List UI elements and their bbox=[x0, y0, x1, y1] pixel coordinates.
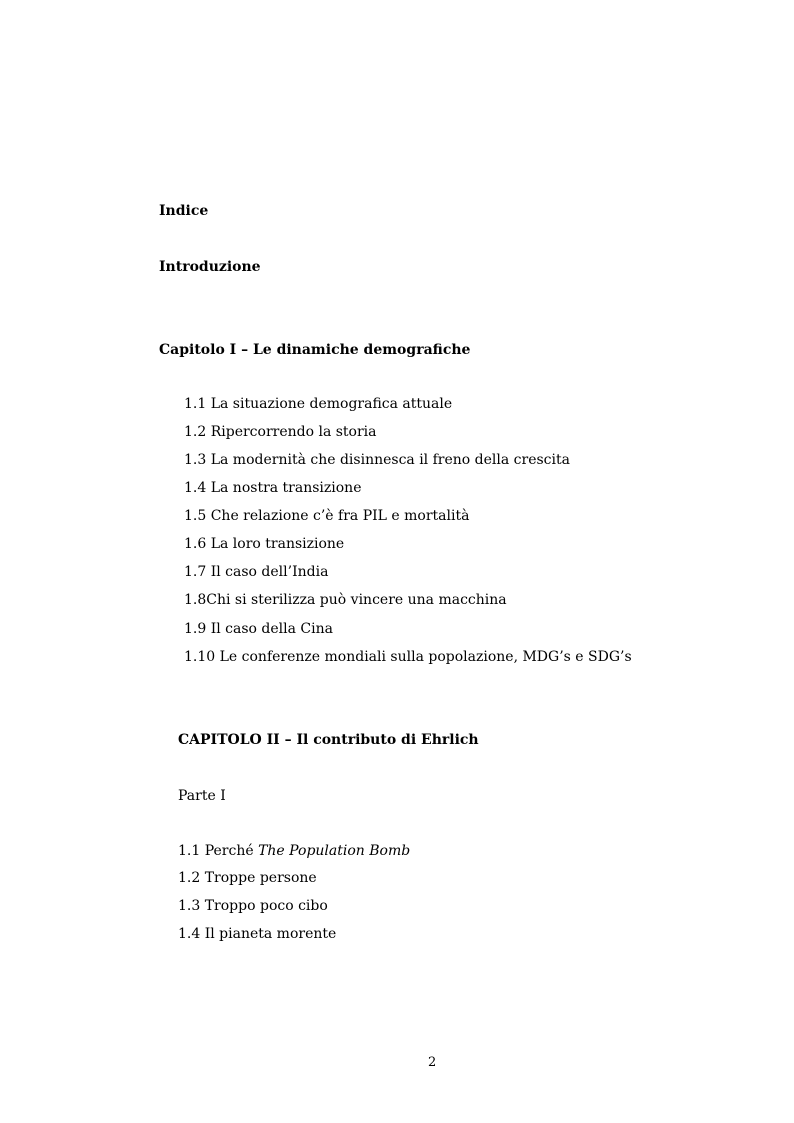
introduction-heading: Introduzione bbox=[159, 259, 261, 275]
toc-item: 1.5 Che relazione c’è fra PIL e mortalità bbox=[184, 508, 470, 524]
toc-item: 1.4 La nostra transizione bbox=[184, 480, 362, 496]
chapter2-title: CAPITOLO II – Il contributo di Ehrlich bbox=[178, 732, 479, 748]
toc-item: 1.7 Il caso dell’India bbox=[184, 564, 329, 580]
toc-item bbox=[178, 842, 410, 860]
toc-item: 1.1 La situazione demografica attuale bbox=[184, 396, 453, 412]
page-number: 2 bbox=[428, 1055, 437, 1070]
toc-item: 1.4 Il pianeta morente bbox=[178, 926, 337, 942]
toc-item: 1.3 Troppo poco cibo bbox=[178, 898, 328, 914]
toc-item: 1.10 Le conferenze mondiali sulla popolazione, MDG’s e SDG’s bbox=[184, 649, 632, 665]
toc-item: 1.2 Ripercorrendo la storia bbox=[184, 424, 377, 440]
toc-item-prefix: 1.1 Perché bbox=[178, 843, 259, 859]
toc-item: 1.6 La loro transizione bbox=[184, 536, 345, 552]
toc-item: 1.8Chi si sterilizza può vincere una macchina bbox=[184, 592, 507, 608]
index-title: Indice bbox=[159, 203, 209, 219]
part-heading: Parte I bbox=[178, 788, 226, 804]
toc-item: 1.9 Il caso della Cina bbox=[184, 621, 333, 637]
toc-item: 1.2 Troppe persone bbox=[178, 870, 317, 886]
chapter1-title: Capitolo I – Le dinamiche demografiche bbox=[159, 342, 471, 358]
toc-item: 1.3 La modernità che disinnesca il freno della crescita bbox=[184, 452, 570, 468]
book-title: The Population Bomb bbox=[258, 843, 411, 859]
